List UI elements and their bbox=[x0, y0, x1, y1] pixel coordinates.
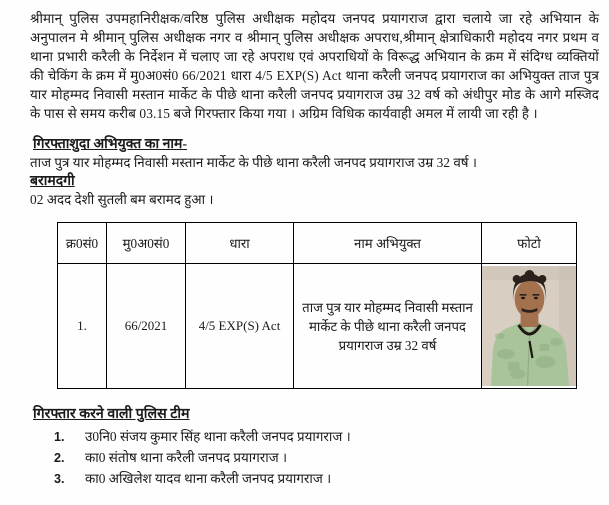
header-serial-no: क्र0सं0 bbox=[58, 223, 107, 264]
police-team-heading: गिरफ्तार करने वाली पुलिस टीम bbox=[33, 406, 190, 422]
header-accused-name: नाम अभियुक्त bbox=[294, 223, 482, 264]
cell-section: 4/5 EXP(S) Act bbox=[186, 264, 294, 389]
team-member-item bbox=[54, 429, 599, 445]
arrested-accused-detail: ताज पुत्र यार मोहम्मद निवासी मस्तान मार्केट के पीछे थाना करैली जनपद प्रयागराज उम्र 32 वर्ष । bbox=[30, 155, 477, 170]
team-member-number: 2. bbox=[54, 451, 65, 465]
arrested-accused-heading: गिरफ्ताशुदा अभियुक्त का नाम- bbox=[33, 137, 188, 152]
table-row bbox=[58, 264, 577, 389]
header-section: धारा bbox=[186, 223, 294, 264]
cell-accused-name: ताज पुत्र यार मोहम्मद निवासी मस्तान मार्केट के पीछे थाना करैली जनपद प्रयागराज उम्र 32 वर्ष bbox=[294, 264, 482, 389]
team-member-name: उ0नि0 संजय कुमार सिंह थाना करैली जनपद प्रयागराज । bbox=[85, 429, 351, 444]
team-member-name: का0 अखिलेश यादव थाना करैली जनपद प्रयागराज । bbox=[85, 471, 332, 486]
team-member-item bbox=[54, 450, 599, 466]
cell-serial-no: 1. bbox=[58, 264, 107, 389]
cell-photo bbox=[482, 264, 577, 389]
police-team-list bbox=[30, 429, 599, 487]
cell-case-no: 66/2021 bbox=[107, 264, 186, 389]
recovery-detail: 02 अदद देशी सुतली बम बरामद हुआ । bbox=[30, 192, 214, 207]
team-member-number: 1. bbox=[54, 430, 65, 444]
accused-mugshot-photo bbox=[482, 266, 576, 386]
team-member-name: का0 संतोष थाना करैली जनपद प्रयागराज । bbox=[85, 450, 288, 465]
accused-details-table bbox=[57, 222, 577, 389]
team-member-number: 3. bbox=[54, 472, 65, 486]
intro-paragraph: श्रीमान् पुलिस उपमहानिरीक्षक/वरिष्ठ पुलिस अधीक्षक महोदय जनपद प्रयागराज द्वारा चलाये जा रहे अभियान के अनुपालन मे श्रीमान् पुलिस अधीक्षक नगर व श्रीमान् पुलिस अधीक्षक अपराध,श्रीमान् क्षेत्राधिकारी महोदय नगर प्रथम व थाना प्रभारी करैली के निर्देशन में चलाए जा रहे अपराध एवं अपराधियों के विरूद्ध अभियान के क्रम में संदिग्ध व्यक्तियों की चेकिंग के क्रम में मु0अ0सं0 66/2021 धारा 4/5 EXP(S) Act थाना करैली जनपद प्रयागराज का अभियुक्त ताज पुत्र यार मोहम्मद निवासी मस्तान मार्केट के पीछे थाना करैली जनपद प्रयागराज उम्र 32 वर्ष को अंधीपुर मोड के आगे मस्जिद के पास से समय करीब 03.15 बजे गिरफ्तार किया गया । अग्रिम विधिक कार्यवाही अमल में लायी जा रही है । bbox=[30, 11, 599, 121]
team-member-item bbox=[54, 471, 599, 487]
header-photo: फोटो bbox=[482, 223, 577, 264]
table-header-row bbox=[58, 223, 577, 264]
recovery-heading: बरामदगी bbox=[30, 174, 75, 189]
header-case-no: मु0अ0सं0 bbox=[107, 223, 186, 264]
